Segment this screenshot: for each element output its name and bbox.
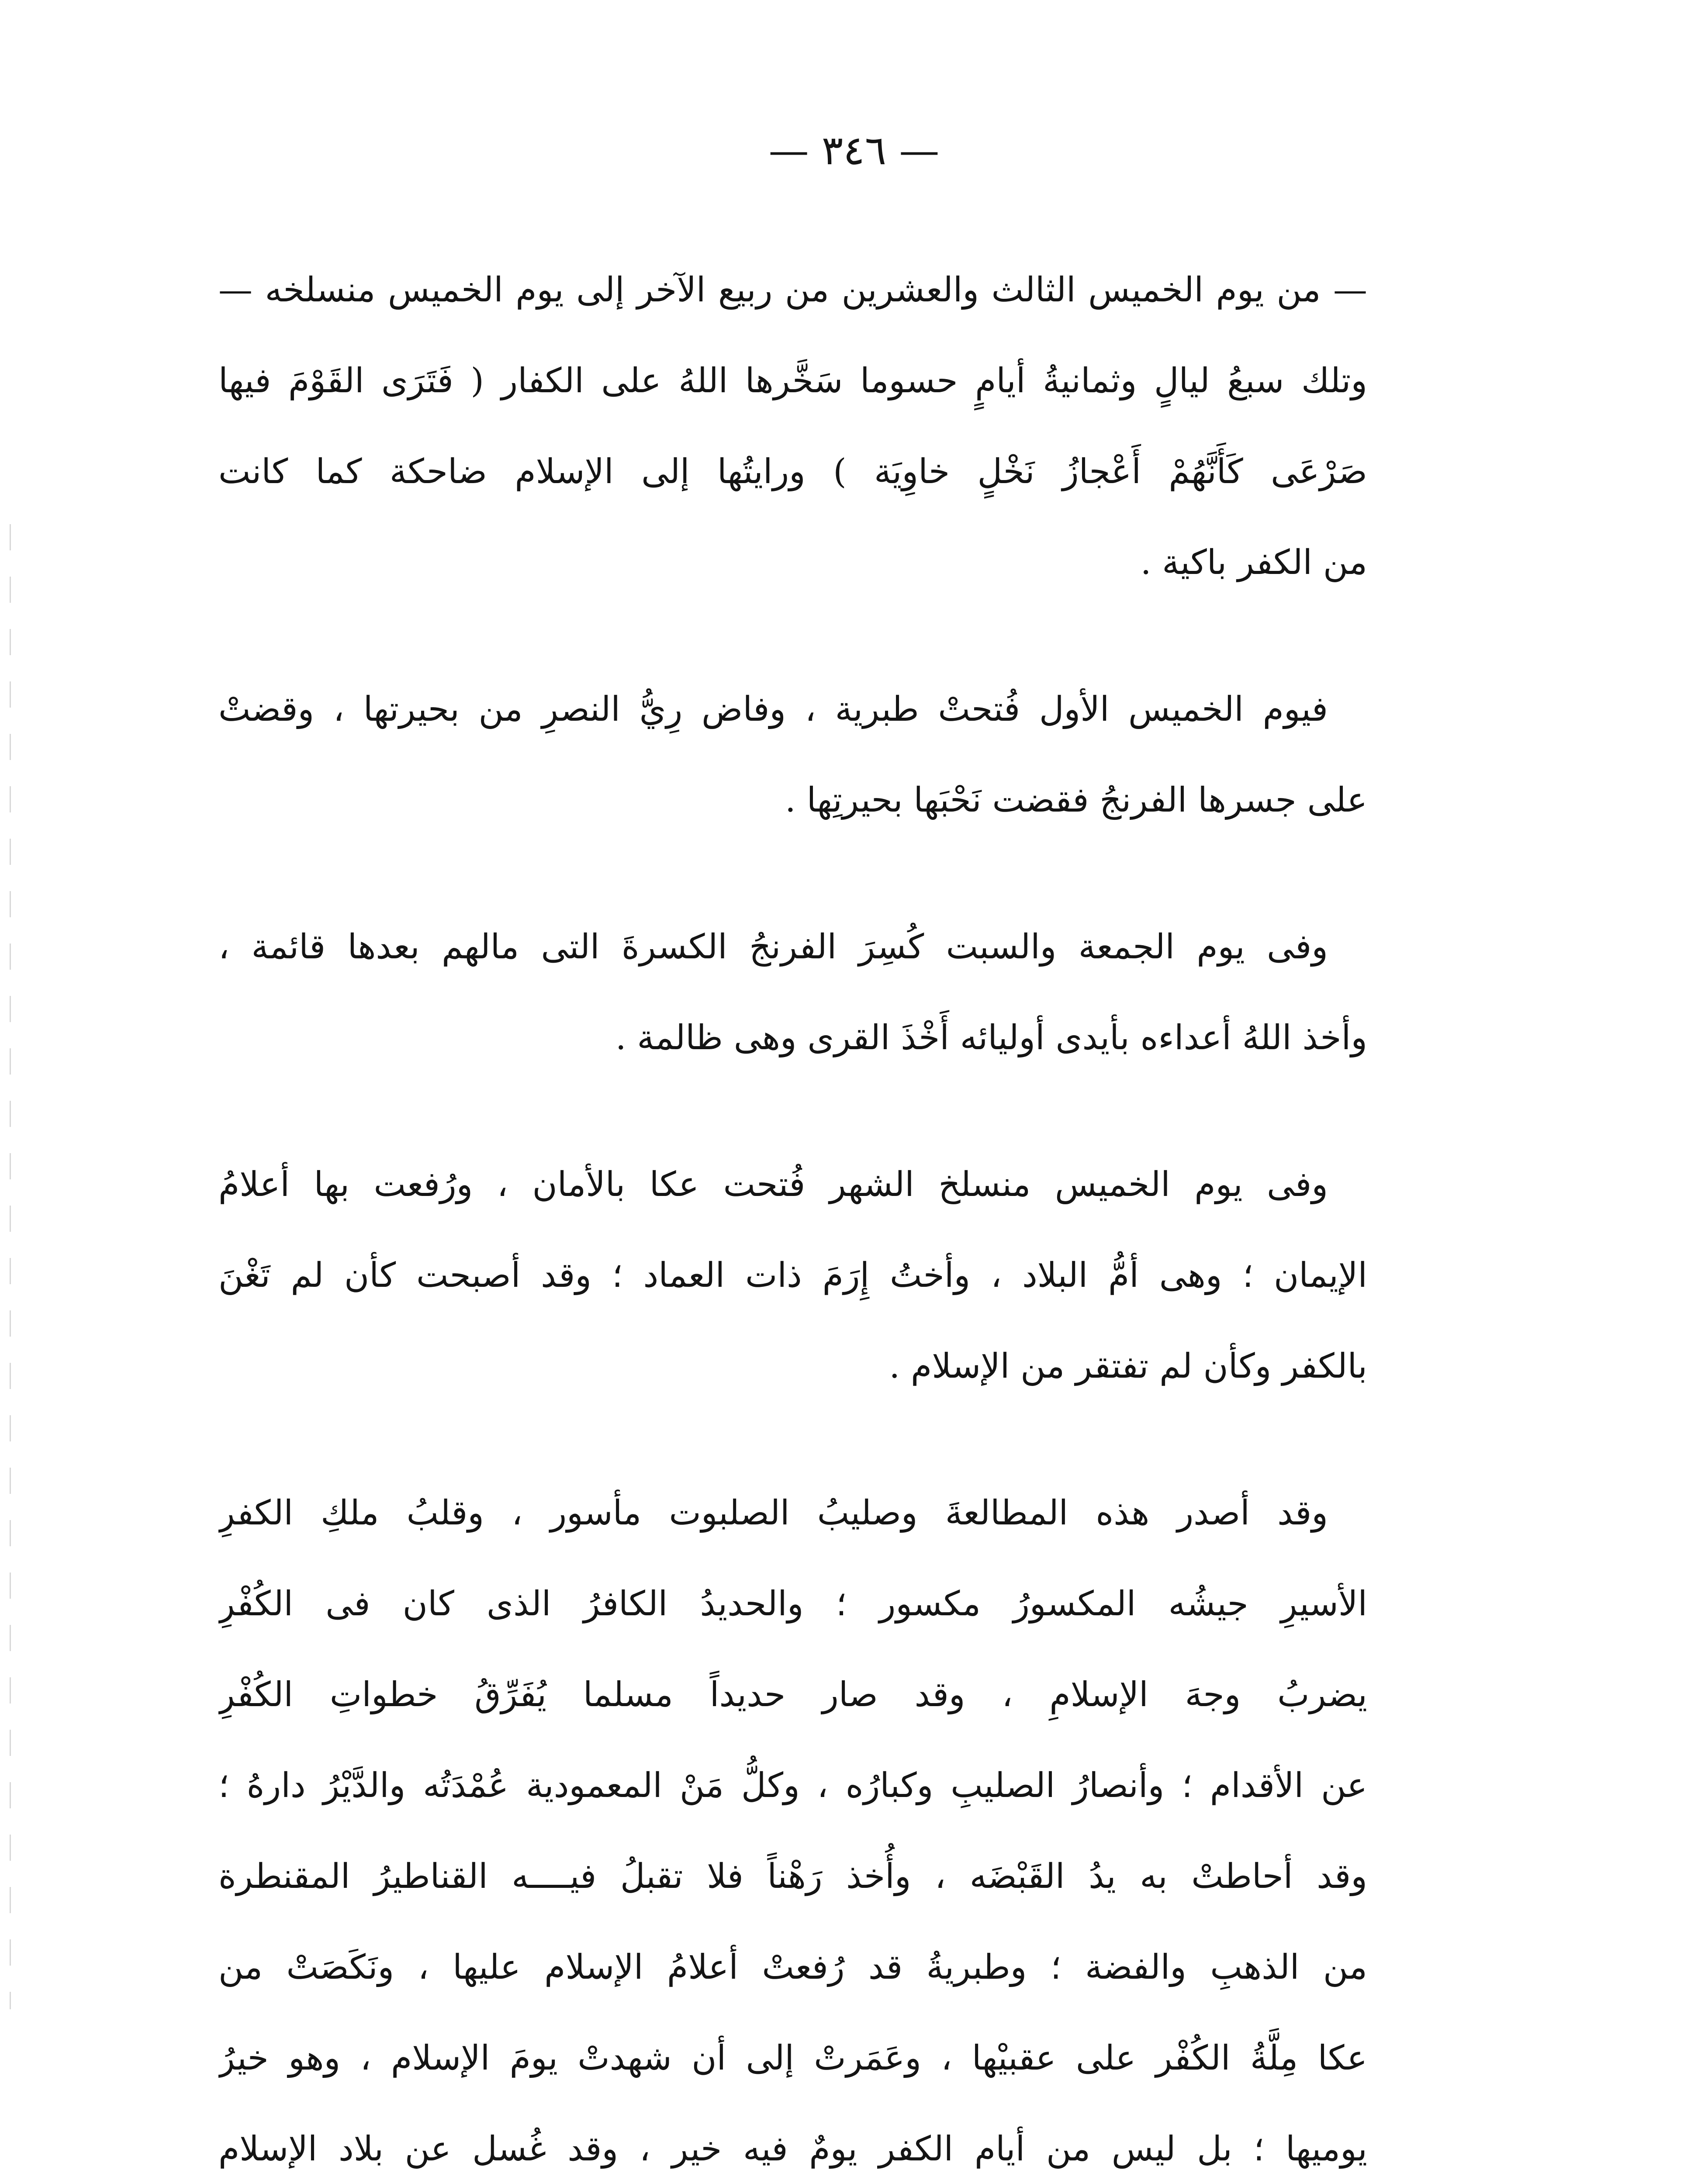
- text-line: من الكفر باكية .: [1140, 543, 1367, 582]
- text-line: الإيمان ؛ وهى أمُّ البلاد ، وأختُ إِرَمَ ذات العماد ؛ وقد أصبحت كأن لم تَغْنَ: [218, 1256, 1367, 1295]
- text-line: بالكفر وكأن لم تفتقر من الإسلام .: [889, 1347, 1367, 1386]
- paragraph: [218, 902, 1367, 1083]
- text-line: وقد أحاطتْ به يدُ القَبْضَه ، وأُخذ رَهْناً فلا تقبلُ فيــــه القناطيرُ المقنطرة: [218, 1857, 1367, 1896]
- text-line: يضربُ وجهَ الإسلامِ ، وقد صار حديداً مسلما يُفَرِّقُ خطواتِ الكُفْرِ: [218, 1675, 1367, 1714]
- paragraph: [218, 1468, 1367, 2184]
- text-line: الأسيرِ جيشُه المكسورُ مكسور ؛ والحديدُ الكافرُ الذى كان فى الكُفْرِ: [218, 1584, 1367, 1624]
- text-line: فيوم الخميس الأول فُتحتْ طبرية ، وفاض رِيُّ النصرِ من بحيرتها ، وقضتْ: [218, 690, 1328, 729]
- page-number: — ٣٤٦ —: [768, 127, 940, 174]
- text-line: — من يوم الخميس الثالث والعشرين من ربيع الآخر إلى يوم الخميس منسلخه —: [218, 270, 1367, 310]
- body-text: [218, 245, 1367, 2184]
- text-line: عن الأقدام ؛ وأنصارُ الصليبِ وكبارُه ، وكلُّ مَنْ المعمودية عُمْدَتُه والدَّيْرُ دارهُ ؛: [218, 1766, 1367, 1805]
- text-line: وقد أصدر هذه المطالعةَ وصليبُ الصلبوت مأسور ، وقلبُ ملكِ الكفرِ: [218, 1493, 1328, 1533]
- paragraph: [218, 664, 1367, 846]
- paragraph: [218, 245, 1367, 608]
- text-line: وفى يوم الجمعة والسبت كُسِرَ الفرنجُ الكسرةَ التى مالهم بعدها قائمة ،: [218, 927, 1328, 967]
- text-line: وأخذ اللهُ أعداءه بأيدى أوليائه أَخْذَ القرى وهى ظالمة .: [615, 1018, 1367, 1057]
- text-line: صَرْعَى كَأَنَّهُمْ أَعْجازُ نَخْلٍ خاوِيَة ) ورايتُها إلى الإسلام ضاحكة كما كانت: [218, 452, 1367, 491]
- paragraph: [218, 1139, 1367, 1412]
- text-line: عكا مِلَّةُ الكُفْر على عقبيْها ، وعَمَرتْ إلى أن شهدتْ يومَ الإسلام ، وهو خيرُ: [218, 2039, 1367, 2078]
- text-line: من الذهبِ والفضة ؛ وطبريةُ قد رُفعتْ أعلامُ الإسلام عليها ، ونَكَصَتْ من: [218, 1948, 1367, 1987]
- text-line: وتلك سبعُ ليالٍ وثمانيةُ أيامٍ حسوما سَخَّرها اللهُ على الكفار ( فَتَرَى القَوْمَ فيها: [218, 361, 1367, 401]
- text-line: على جسرها الفرنجُ فقضت نَحْبَها بحيرتِها .: [785, 781, 1367, 820]
- text-line: وفى يوم الخميس منسلخ الشهر فُتحت عكا بالأمان ، ورُفعت بها أعلامُ: [218, 1165, 1328, 1204]
- scan-edge-shadow: [10, 524, 11, 2009]
- text-line: يوميها ؛ بل ليس من أيام الكفر يومٌ فيه خير ، وقد غُسل عن بلاد الإسلام: [218, 2129, 1367, 2169]
